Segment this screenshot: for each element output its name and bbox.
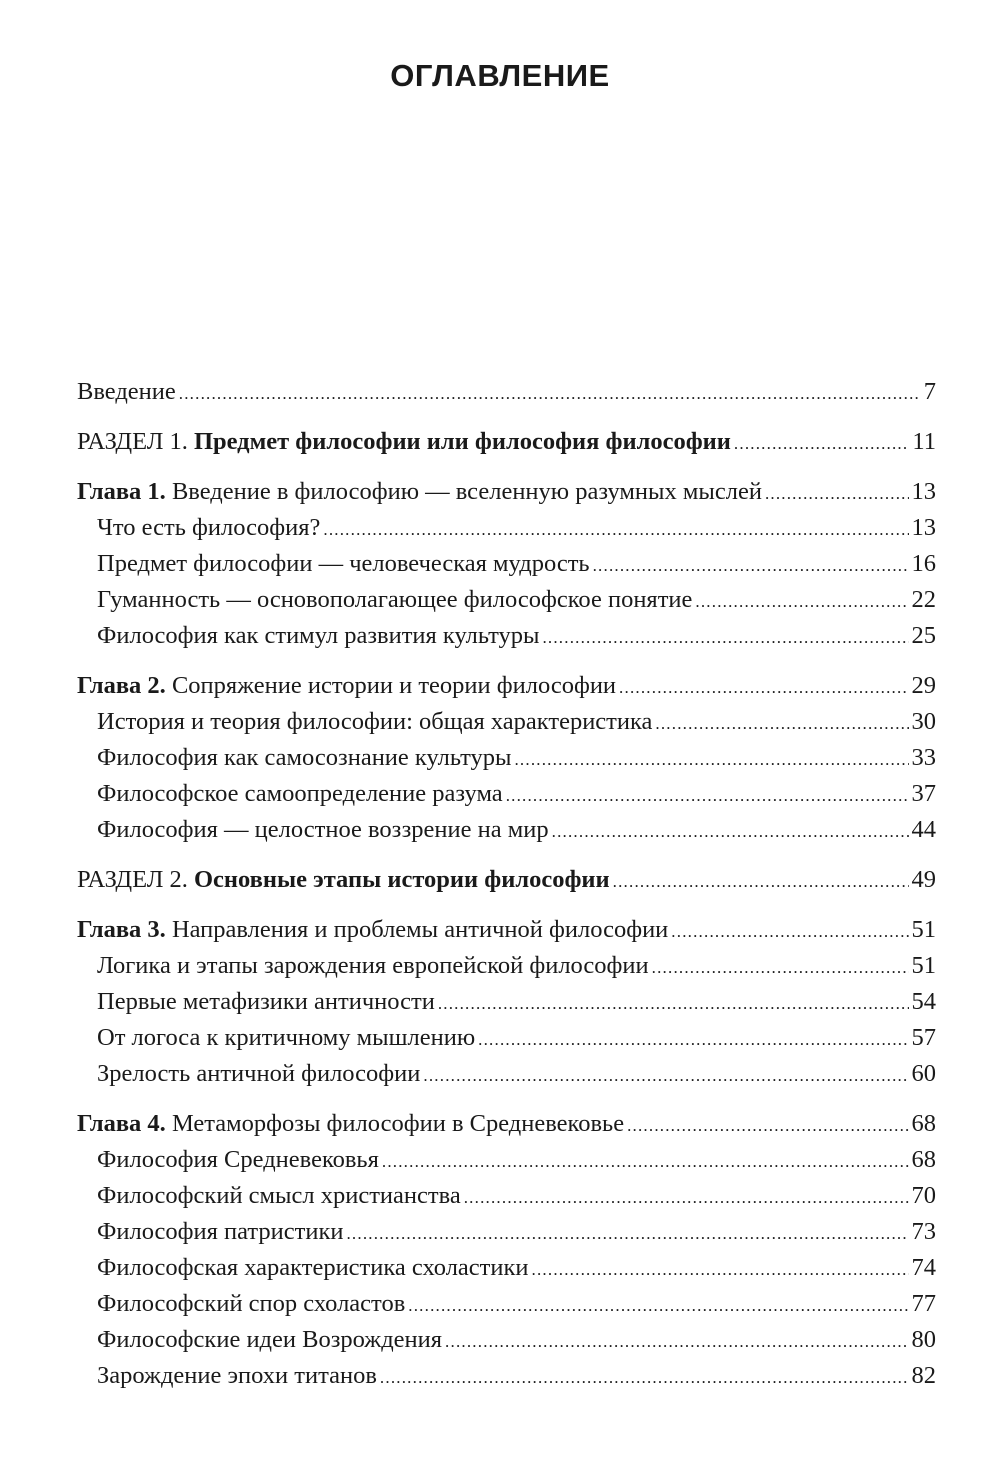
toc-page-number: 54 <box>911 988 936 1015</box>
toc-entry-title: Направления и проблемы античной философии <box>171 916 669 943</box>
toc-entry-label <box>97 1056 420 1092</box>
toc-entry-title: Сопряжение истории и теории философии <box>171 672 617 699</box>
toc-entry-label <box>97 618 539 654</box>
toc-entry-label <box>97 812 549 848</box>
dot-leader <box>652 950 909 986</box>
dot-leader <box>542 620 908 656</box>
dot-leader <box>619 670 908 706</box>
toc-entry-label <box>77 912 668 948</box>
toc-entry-prefix: РАЗДЕЛ 2. <box>77 866 188 893</box>
dot-leader <box>423 1058 908 1094</box>
toc-page-number: 49 <box>911 866 936 893</box>
toc-sub-entry <box>77 704 936 740</box>
toc-entry-prefix: Глава 4. <box>77 1110 166 1137</box>
toc-entry-title: Философский спор схоластов <box>97 1290 406 1317</box>
toc-entry-label <box>77 424 731 460</box>
dot-leader <box>380 1360 909 1396</box>
toc-page-number: 22 <box>911 586 936 613</box>
toc-page-number: 11 <box>912 428 936 455</box>
dot-leader <box>438 986 909 1022</box>
toc-entry-prefix: РАЗДЕЛ 1. <box>77 428 188 455</box>
toc-entry-title: Философия патристики <box>97 1218 344 1245</box>
toc-page-number: 80 <box>911 1326 936 1353</box>
dot-leader <box>514 742 908 778</box>
toc-entry-label <box>97 1322 442 1358</box>
dot-leader <box>445 1324 908 1360</box>
toc-sub-entry <box>77 740 936 776</box>
toc-page-number: 77 <box>911 1290 936 1317</box>
toc-entry-label <box>97 740 511 776</box>
toc-entry-title: Предмет философии — человеческая мудрость <box>97 550 590 577</box>
toc-sub-entry <box>77 1286 936 1322</box>
toc-chapter-entry <box>77 912 936 948</box>
toc-sub-entry <box>77 1056 936 1092</box>
dot-leader <box>179 376 921 412</box>
toc-page-number: 74 <box>911 1254 936 1281</box>
toc-entry-label <box>97 1286 405 1322</box>
toc-entry-title: Метаморфозы философии в Средневековье <box>171 1110 625 1137</box>
dot-leader <box>671 914 908 950</box>
toc-page-number: 25 <box>911 622 936 649</box>
toc-entry-title: Первые метафизики античности <box>97 988 435 1015</box>
toc-sub-entry <box>77 618 936 654</box>
dot-leader <box>765 476 909 512</box>
toc-page-number: 13 <box>911 478 936 505</box>
toc-entry-title: Логика и этапы зарождения европейской философии <box>97 952 649 979</box>
toc-page-number: 68 <box>911 1110 936 1137</box>
toc-entry-title: Философское самоопределение разума <box>97 780 503 807</box>
toc-entry-label <box>97 546 590 582</box>
dot-leader <box>408 1288 908 1324</box>
toc-entry-label <box>97 1178 461 1214</box>
dot-leader <box>627 1108 908 1144</box>
toc-entry-label <box>77 862 610 898</box>
table-of-contents <box>77 374 936 1394</box>
dot-leader <box>382 1144 909 1180</box>
toc-sub-entry <box>77 1358 936 1394</box>
toc-entry-label <box>97 776 503 812</box>
toc-sub-entry <box>77 546 936 582</box>
dot-leader <box>506 778 909 814</box>
dot-leader <box>695 584 908 620</box>
toc-entry-title: Зрелость античной философии <box>97 1060 421 1087</box>
toc-page-number: 60 <box>911 1060 936 1087</box>
toc-entry-label <box>97 984 435 1020</box>
toc-entry-label <box>97 1020 475 1056</box>
toc-entry-title: Философия — целостное воззрение на мир <box>97 816 549 843</box>
toc-chapter-entry <box>77 474 936 510</box>
toc-page-number: 13 <box>911 514 936 541</box>
toc-sub-entry <box>77 1178 936 1214</box>
toc-page-number: 70 <box>911 1182 936 1209</box>
toc-entry-title: Философская характеристика схоластики <box>97 1254 529 1281</box>
dot-leader <box>593 548 909 584</box>
toc-entry-title: Философия как стимул развития культуры <box>97 622 540 649</box>
toc-page-number: 33 <box>911 744 936 771</box>
toc-page-number: 44 <box>911 816 936 843</box>
toc-sub-entry <box>77 1214 936 1250</box>
toc-section-entry <box>77 862 936 898</box>
toc-sub-entry <box>77 1250 936 1286</box>
dot-leader <box>655 706 908 742</box>
toc-page-number: 57 <box>911 1024 936 1051</box>
dot-leader <box>552 814 909 850</box>
toc-page-number: 82 <box>911 1362 936 1389</box>
toc-entry-title: Гуманность — основополагающее философское понятие <box>97 586 693 613</box>
toc-entry-title: Зарождение эпохи титанов <box>97 1362 377 1389</box>
dot-leader <box>734 426 909 462</box>
toc-entry-title: Философия как самосознание культуры <box>97 744 512 771</box>
toc-page-number: 7 <box>923 378 936 405</box>
page-title: ОГЛАВЛЕНИЕ <box>390 58 610 93</box>
toc-sub-entry <box>77 1142 936 1178</box>
toc-entry-prefix: Глава 3. <box>77 916 166 943</box>
toc-page-number: 73 <box>911 1218 936 1245</box>
toc-page-number: 68 <box>911 1146 936 1173</box>
toc-entry-label <box>97 1214 343 1250</box>
toc-page-number: 16 <box>911 550 936 577</box>
toc-entry-label <box>97 704 652 740</box>
toc-entry-title: Введение в философию — вселенную разумных мыслей <box>171 478 762 505</box>
toc-entry-title: Философский смысл христианства <box>97 1182 461 1209</box>
toc-entry-prefix: Глава 1. <box>77 478 166 505</box>
toc-sub-entry <box>77 1020 936 1056</box>
toc-entry-label <box>97 582 692 618</box>
toc-entry-label <box>97 948 649 984</box>
dot-leader <box>346 1216 908 1252</box>
toc-sub-entry <box>77 948 936 984</box>
toc-page-number: 37 <box>911 780 936 807</box>
toc-sub-entry <box>77 582 936 618</box>
toc-entry-label <box>77 374 176 410</box>
dot-leader <box>464 1180 909 1216</box>
toc-entry-label <box>97 1358 377 1394</box>
toc-entry-prefix: Глава 2. <box>77 672 166 699</box>
toc-sub-entry <box>77 510 936 546</box>
toc-chapter-entry <box>77 668 936 704</box>
toc-entry-label <box>77 668 616 704</box>
toc-entry-label <box>77 1106 624 1142</box>
toc-entry-title: От логоса к критичному мышлению <box>97 1024 476 1051</box>
dot-leader <box>613 864 909 900</box>
toc-page-number: 51 <box>911 952 936 979</box>
toc-entry-title: Основные этапы истории философии <box>193 866 610 893</box>
toc-page-number: 29 <box>911 672 936 699</box>
toc-entry-label <box>97 1142 379 1178</box>
toc-entry-label <box>97 1250 529 1286</box>
toc-section-entry <box>77 424 936 460</box>
toc-entry-title: Предмет философии или философия философии <box>193 428 731 455</box>
toc-page-number: 30 <box>911 708 936 735</box>
dot-leader <box>532 1252 909 1288</box>
toc-chapter-entry <box>77 1106 936 1142</box>
toc-entry-title: История и теория философии: общая характеристика <box>97 708 653 735</box>
toc-entry-label <box>77 474 762 510</box>
toc-sub-entry <box>77 776 936 812</box>
toc-entry-title: Что есть философия? <box>97 514 321 541</box>
toc-page-number: 51 <box>911 916 936 943</box>
toc-entry-title: Введение <box>77 378 176 405</box>
toc-sub-entry <box>77 1322 936 1358</box>
toc-sub-entry <box>77 812 936 848</box>
dot-leader <box>478 1022 908 1058</box>
toc-entry-title: Философия Средневековья <box>97 1146 379 1173</box>
dot-leader <box>323 512 908 548</box>
toc-entry-title: Философские идеи Возрождения <box>97 1326 443 1353</box>
toc-entry-label <box>97 510 320 546</box>
toc-intro-entry <box>77 374 936 410</box>
toc-sub-entry <box>77 984 936 1020</box>
